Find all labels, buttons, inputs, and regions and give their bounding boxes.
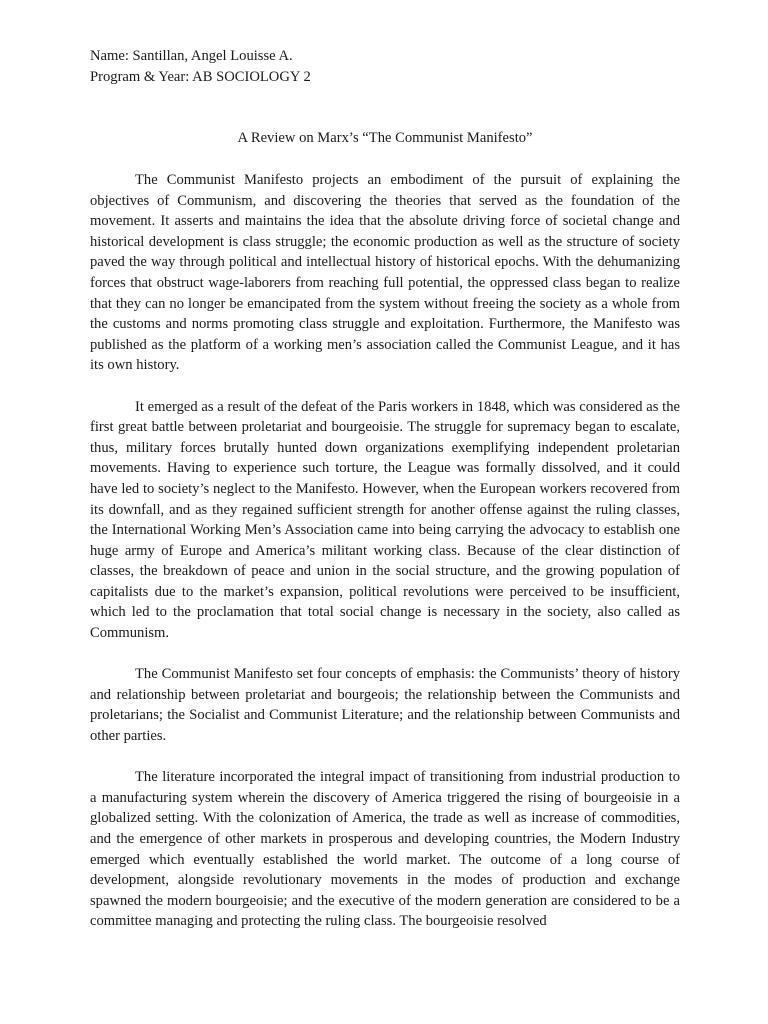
student-info-header	[90, 46, 690, 87]
document-title: A Review on Marx’s “The Communist Manifesto”	[237, 130, 533, 146]
body-paragraph: The Communist Manifesto set four concepts of emphasis: the Communists’ theory of history and relationship between proletariat and bourgeois; the relationship between the Communists and proletarians; the Socialist and Communist Literature; and the relationship between Communists and other parties.	[90, 666, 680, 745]
body-paragraph: It emerged as a result of the defeat of the Paris workers in 1848, which was considered as the first great battle between proletariat and bourgeoisie. The struggle for supremacy began to escalate, thus, military forces brutally hunted down organizations exemplifying independent proletarian movements. Having to experience such torture, the League was formally dissolved, and it could have led to society’s neglect to the Manifesto. However, when the European workers recovered from its downfall, and as they regained sufficient strength for another offense against the ruling classes, the International Working Men’s Association came into being carrying the advocacy to establish one huge army of Europe and America’s militant working class. Because of the clear distinction of classes, the breakdown of peace and union in the social structure, and the growing population of capitalists due to the market’s expansion, political revolutions were perceived to be insufficient, which led to the proclamation that total social change is necessary in the society, also called as Communism.	[90, 398, 680, 642]
body-paragraph: The Communist Manifesto projects an embodiment of the pursuit of explaining the objectives of Communism, and discovering the theories that served as the foundation of the movement. It asserts and maintains the idea that the absolute driving force of societal change and historical development is class struggle; the economic production as well as the structure of society paved the way through political and intellectual history of historical epochs. With the dehumanizing forces that obstruct wage-laborers from reaching full potential, the oppressed class began to realize that they can no longer be emancipated from the system without freeing the society as a whole from the customs and norms promoting class struggle and exploitation. Furthermore, the Manifesto was published as the platform of a working men’s association called the Communist League, and it has its own history.	[90, 172, 680, 374]
body-paragraph: The literature incorporated the integral impact of transitioning from industrial production to a manufacturing system wherein the discovery of America triggered the rising of bourgeoisie in a globalized setting. With the colonization of America, the trade as well as increase of commodities, and the emergence of other markets in prosperous and developing countries, the Modern Industry emerged which eventually established the world market. The outcome of a long course of development, alongside revolutionary movements in the modes of production and exchange spawned the modern bourgeoisie; and the executive of the modern generation are considered to be a committee managing and protecting the ruling class. The bourgeoisie resolved	[90, 769, 680, 930]
program-year-line: Program & Year: AB SOCIOLOGY 2	[90, 68, 311, 85]
student-name-line: Name: Santillan, Angel Louisse A.	[90, 48, 293, 64]
document-body	[90, 170, 680, 953]
